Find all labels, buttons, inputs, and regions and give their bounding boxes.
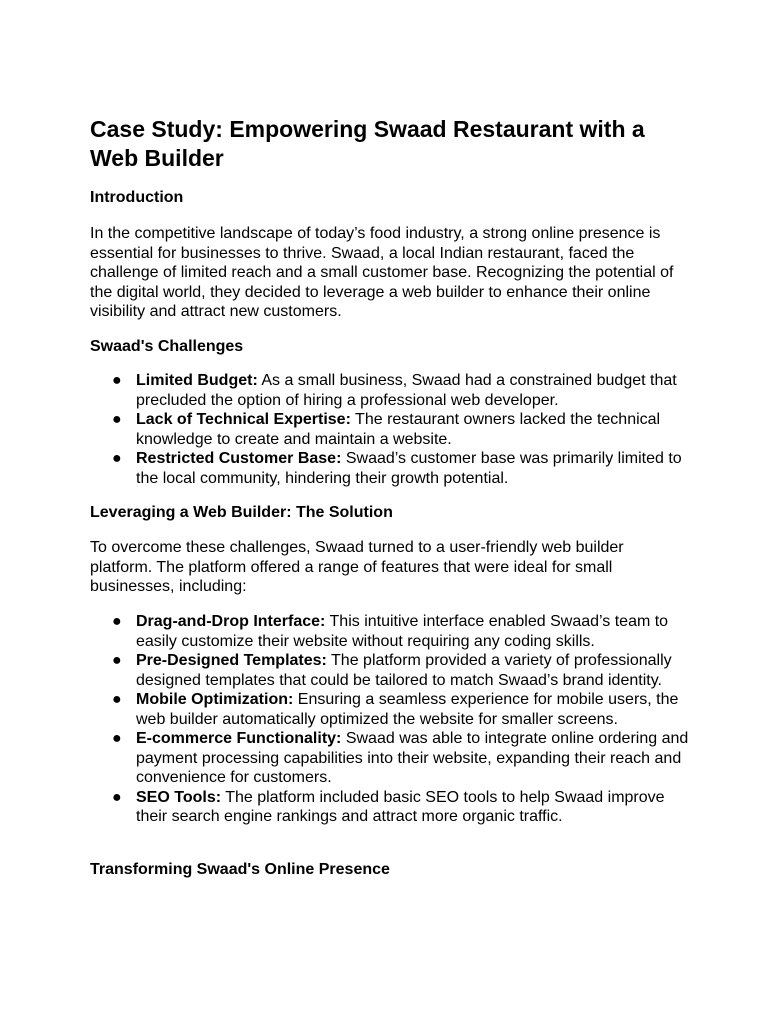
- list-item: [90, 788, 690, 827]
- list-item: [90, 651, 690, 690]
- solution-heading: Leveraging a Web Builder: The Solution: [90, 504, 393, 521]
- transforming-heading: Transforming Swaad's Online Presence: [90, 861, 390, 878]
- list-item-text: The restaurant owners lacked the technical knowledge to create and maintain a website.: [136, 411, 661, 448]
- list-item-term: Mobile Optimization:: [136, 691, 294, 708]
- document-title: Case Study: Empowering Swaad Restaurant with a Web Builder: [90, 116, 645, 171]
- list-item-text: Ensuring a seamless experience for mobile users, the web builder automatically optimized the website for smaller screens.: [136, 691, 679, 728]
- list-item: [90, 371, 690, 410]
- introduction-paragraph: In the competitive landscape of today’s food industry, a strong online presence is essential for businesses to thrive. Swaad, a local Indian restaurant, faced the challenge of limited reach and a small customer base. Recognizing the potential of the digital world, they decided to leverage a web builder to enhance their online visibility and attract new customers.: [90, 225, 674, 320]
- bullet-icon: ●: [112, 372, 122, 389]
- bullet-icon: ●: [112, 730, 122, 747]
- challenges-list: [90, 371, 690, 488]
- bullet-icon: ●: [112, 411, 122, 428]
- list-item: [90, 449, 690, 488]
- bullet-icon: ●: [112, 652, 122, 669]
- bullet-icon: ●: [112, 450, 122, 467]
- list-item-term: Drag-and-Drop Interface:: [136, 613, 326, 630]
- list-item-term: Restricted Customer Base:: [136, 450, 342, 467]
- list-item-text: Swaad’s customer base was primarily limited to the local community, hindering their growth potential.: [136, 450, 682, 487]
- bullet-icon: ●: [112, 613, 122, 630]
- solution-paragraph: To overcome these challenges, Swaad turned to a user-friendly web builder platform. The platform offered a range of features that were ideal for small businesses, including:: [90, 539, 624, 595]
- list-item-term: SEO Tools:: [136, 788, 222, 806]
- list-item: [90, 612, 690, 651]
- bullet-icon: ●: [112, 788, 122, 806]
- features-list: [90, 612, 690, 827]
- list-item-term: Limited Budget:: [136, 372, 258, 389]
- list-item-term: Lack of Technical Expertise:: [136, 411, 351, 428]
- list-item-text: This intuitive interface enabled Swaad’s team to easily customize their website without requiring any coding skills.: [136, 613, 669, 650]
- challenges-heading: Swaad's Challenges: [90, 338, 244, 355]
- introduction-heading: Introduction: [90, 189, 184, 206]
- list-item-text: Swaad was able to integrate online ordering and payment processing capabilities into their website, expanding their reach and convenience for customers.: [136, 730, 689, 786]
- list-item: [90, 690, 690, 729]
- list-item-term: E-commerce Functionality:: [136, 730, 342, 747]
- list-item: [90, 410, 690, 449]
- list-item-text: The platform provided a variety of professionally designed templates that could be tailored to match Swaad’s brand identity.: [136, 652, 672, 689]
- list-item-text: The platform included basic SEO tools to help Swaad improve their search engine rankings and attract more organic traffic.: [136, 788, 665, 825]
- list-item-term: Pre-Designed Templates:: [136, 652, 327, 669]
- list-item: [90, 729, 690, 788]
- list-item-text: As a small business, Swaad had a constrained budget that precluded the option of hiring a professional web developer.: [136, 372, 677, 409]
- bullet-icon: ●: [112, 691, 122, 708]
